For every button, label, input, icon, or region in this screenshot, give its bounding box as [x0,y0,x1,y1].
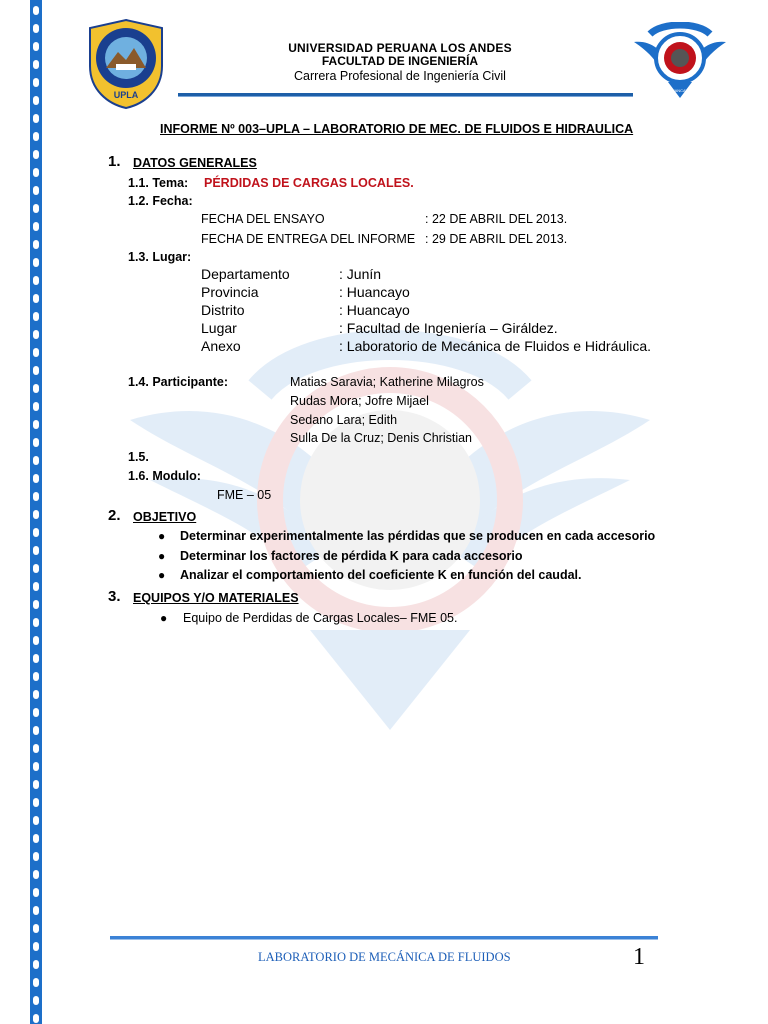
border-dot [33,744,39,753]
border-dot [33,798,39,807]
objective-item: Determinar los factores de pérdida K para cada accesorio [180,549,523,563]
distrito-key: Distrito [201,302,245,318]
tema-label: 1.1. Tema: [128,176,189,190]
border-dot [33,528,39,537]
participante-name: Matias Saravia; Katherine Milagros [290,375,484,389]
border-dot [33,240,39,249]
border-dot [33,942,39,951]
distrito-value: : Huancayo [339,302,410,318]
border-dot [33,582,39,591]
border-dot [33,366,39,375]
border-dot [33,384,39,393]
bullet-icon: ● [158,549,166,563]
border-dot [33,402,39,411]
lugar-key: Lugar [201,320,237,336]
border-dot [33,276,39,285]
modulo-label: 1.6. Modulo: [128,469,201,483]
border-dot [33,1014,39,1023]
objective-item: Analizar el comportamiento del coeficiente K en función del caudal. [180,568,582,582]
fecha-ensayo-key: FECHA DEL ENSAYO [201,212,325,226]
border-dot [33,978,39,987]
section-1-number: 1. [108,153,121,170]
border-dot [33,762,39,771]
header-rule [178,93,633,97]
border-dot [33,708,39,717]
page-number: 1 [633,944,645,970]
anexo-value: : Laboratorio de Mecánica de Fluidos e Hidráulica. [339,338,652,354]
border-dot [33,6,39,15]
border-dot [33,258,39,267]
border-dot [33,888,39,897]
border-dot [33,438,39,447]
fecha-label: 1.2. Fecha: [128,194,193,208]
border-dot [33,168,39,177]
border-dot [33,222,39,231]
upla-logo-label: UPLA [113,90,139,100]
career-name: Carrera Profesional de Ingeniería Civil [294,69,506,83]
border-dot [33,726,39,735]
border-dot [33,510,39,519]
report-title: INFORME Nº 003–UPLA – LABORATORIO DE MEC. DE FLUIDOS E HIDRAULICA [160,122,634,136]
participante-label: 1.4. Participante: [128,375,229,389]
border-dot [33,492,39,501]
border-dot [33,294,39,303]
objective-item: Determinar experimentalmente las pérdidas que se producen en cada accesorio [180,529,656,543]
border-dot [33,204,39,213]
footer-text: LABORATORIO DE MECÁNICA DE FLUIDOS [258,950,511,964]
border-dot [33,96,39,105]
border-dot [33,60,39,69]
border-dot [33,636,39,645]
departamento-key: Departamento [201,266,290,282]
border-dot [33,474,39,483]
participante-name: Sulla De la Cruz; Denis Christian [290,431,473,445]
border-dot [33,42,39,51]
border-dot [33,456,39,465]
provincia-key: Provincia [201,284,259,300]
border-dot [33,186,39,195]
document-header [180,42,620,84]
border-dot [33,114,39,123]
section-2-number: 2. [108,507,121,524]
border-dot [33,78,39,87]
lugar-label: 1.3. Lugar: [128,250,192,264]
border-dot [33,924,39,933]
border-dot [33,852,39,861]
section-3-number: 3. [108,588,121,605]
section-2-title: OBJETIVO [133,510,197,524]
equipment-item: Equipo de Perdidas de Cargas Locales– FME 05. [183,611,458,625]
border-dot [33,960,39,969]
participante-name: Rudas Mora; Jofre Mijael [290,394,429,408]
border-dot [33,600,39,609]
page-border-dots [33,0,39,1024]
participante-name: Sedano Lara; Edith [290,413,398,427]
border-dot [33,906,39,915]
bullet-icon: ● [158,529,166,543]
border-dot [33,546,39,555]
provincia-value: : Huancayo [339,284,410,300]
footer-rule [110,936,658,940]
border-dot [33,330,39,339]
faculty-logo-label: HUANCAYO [668,88,692,93]
fecha-ensayo-value: : 22 DE ABRIL DEL 2013. [425,212,568,226]
border-dot [33,870,39,879]
fecha-entrega-value: : 29 DE ABRIL DEL 2013. [425,232,568,246]
border-dot [33,690,39,699]
border-dot [33,816,39,825]
border-dot [33,348,39,357]
tema-value: PÉRDIDAS DE CARGAS LOCALES. [204,176,414,190]
border-dot [33,834,39,843]
modulo-value: FME – 05 [217,488,272,502]
lugar-value: : Facultad de Ingeniería – Giráldez. [339,320,558,336]
section-3-title: EQUIPOS Y/O MATERIALES [133,591,299,605]
university-name: UNIVERSIDAD PERUANA LOS ANDES [288,41,512,55]
border-dot [33,780,39,789]
bullet-icon: ● [160,611,168,625]
border-dot [33,618,39,627]
border-dot [33,132,39,141]
border-dot [33,24,39,33]
border-dot [33,150,39,159]
departamento-value: : Junín [339,266,382,282]
bullet-icon: ● [158,568,166,582]
border-dot [33,564,39,573]
border-dot [33,312,39,321]
fecha-entrega-key: FECHA DE ENTREGA DEL INFORME [201,232,416,246]
item-1-5-label: 1.5. [128,450,149,464]
anexo-key: Anexo [201,338,241,354]
upla-logo [88,18,164,110]
border-dot [33,996,39,1005]
section-1-title: DATOS GENERALES [133,156,257,170]
border-dot [33,420,39,429]
faculty-name: FACULTAD DE INGENIERÍA [321,54,479,68]
faculty-logo [630,22,730,104]
border-dot [33,654,39,663]
border-dot [33,672,39,681]
